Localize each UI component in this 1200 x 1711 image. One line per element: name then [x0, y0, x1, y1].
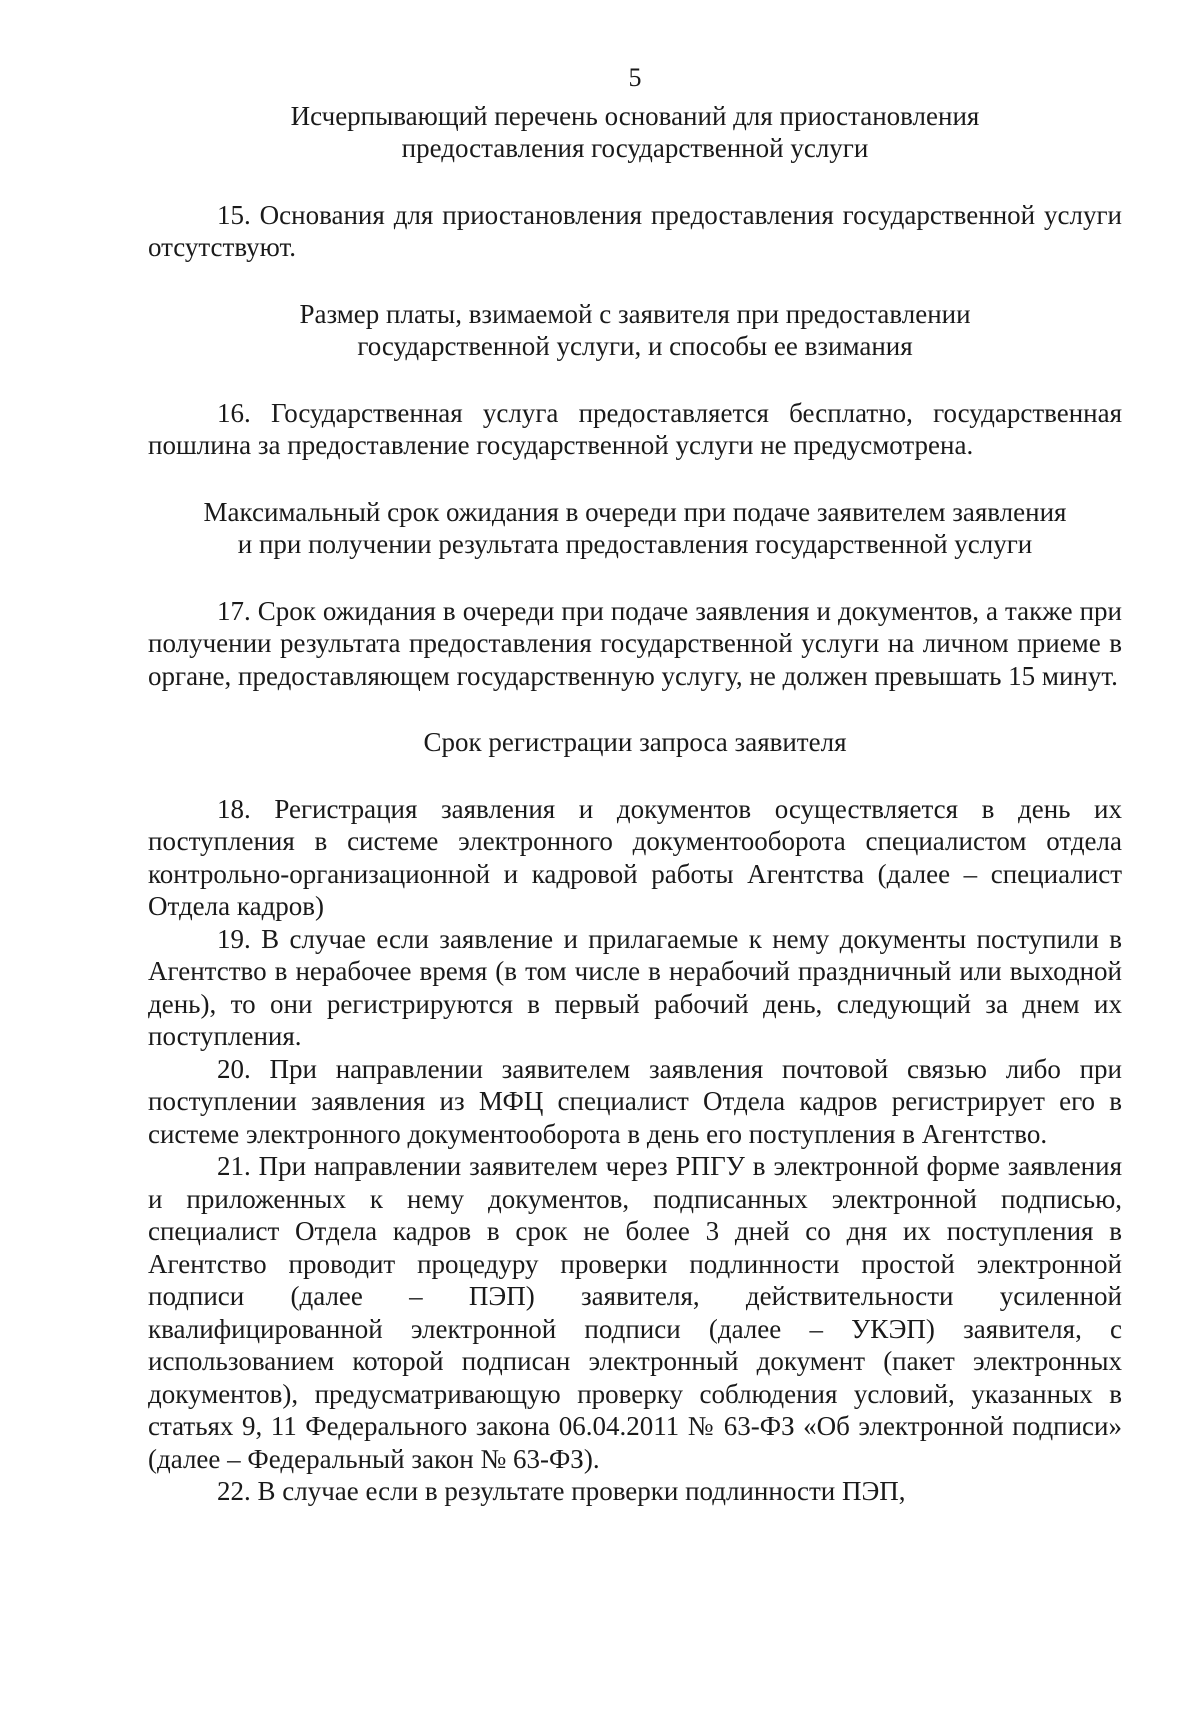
section-heading-line: предоставления государственной услуги: [401, 133, 869, 163]
paragraph-17: 17. Срок ожидания в очереди при подаче заявления и документов, а также при получении результата предоставления государственной услуги на личном приеме в органе, предоставляющем государственную услугу, не должен превышать 15 минут.: [148, 595, 1122, 691]
paragraph-18: 18. Регистрация заявления и документов осуществляется в день их поступления в системе электронного документооборота специалистом отдела контрольно-организационной и кадровой работы Агентства (далее – специалист Отдела кадров): [148, 793, 1122, 921]
section-heading-line: Размер платы, взимаемой с заявителя при предоставлении: [299, 298, 971, 329]
document-page: [148, 62, 1122, 1508]
section-heading-line: Срок регистрации запроса заявителя: [423, 727, 847, 757]
paragraph-20: 20. При направлении заявителем заявления почтовой связью либо при поступлении заявления из МФЦ специалист Отдела кадров регистрирует его в системе электронного документооборота в день его поступления в Агентство.: [148, 1053, 1122, 1149]
section-heading-line: Максимальный срок ожидания в очереди при подаче заявителем заявления: [203, 496, 1067, 527]
section-fee: [148, 298, 1122, 462]
section-queue-time: [148, 496, 1122, 693]
section-suspension-grounds: [148, 100, 1122, 264]
paragraph-21: 21. При направлении заявителем через РПГУ в электронной форме заявления и приложенных к нему документов, подписанных электронной подписью, специалист Отдела кадров в срок не более 3 дней со дня их поступления в Агентство проводит процедуру проверки подлинности простой электронной подписи (далее – ПЭП) заявителя, действительности усиленной квалифицированной электронной подписи (далее – УКЭП) заявителя, с использованием которой подписан электронный документ (пакет электронных документов), предусматривающую проверку соблюдения условий, указанных в статьях 9, 11 Федерального закона 06.04.2011 № 63-ФЗ «Об электронной подписи» (далее – Федеральный закон № 63-ФЗ).: [148, 1151, 1122, 1474]
section-heading-line: и при получении результата предоставления государственной услуги: [237, 529, 1033, 559]
paragraph-22: 22. В случае если в результате проверки подлинности ПЭП,: [217, 1476, 906, 1506]
paragraph-16: 16. Государственная услуга предоставляется бесплатно, государственная пошлина за предоставление государственной услуги не предусмотрена.: [148, 397, 1122, 460]
section-registration: [148, 726, 1122, 1508]
page-number: 5: [628, 63, 642, 92]
section-heading-line: государственной услуги, и способы ее взимания: [357, 331, 913, 361]
section-heading-line: Исчерпывающий перечень оснований для приостановления: [290, 100, 980, 131]
paragraph-19: 19. В случае если заявление и прилагаемые к нему документы поступили в Агентство в нерабочее время (в том числе в нерабочий праздничный или выходной день), то они регистрируются в первый рабочий день, следующий за днем их поступления.: [148, 923, 1122, 1051]
paragraph-15: 15. Основания для приостановления предоставления государственной услуги отсутствуют.: [148, 199, 1122, 262]
